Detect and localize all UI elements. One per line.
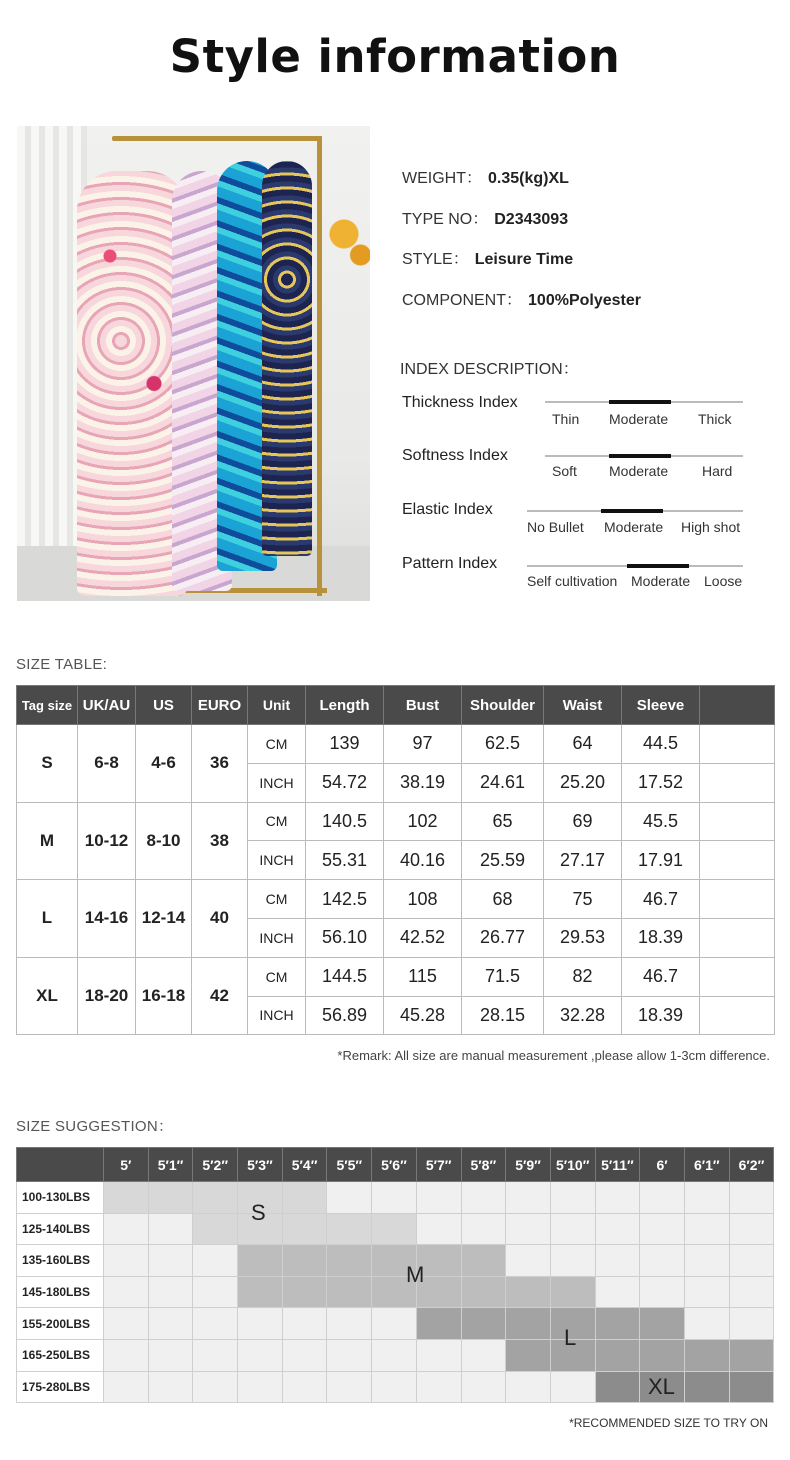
sleeve-cell: 44.5 (622, 725, 700, 764)
suggestion-cell (148, 1245, 193, 1277)
suggestion-cell (640, 1245, 685, 1277)
col-blank (700, 686, 775, 725)
sleeve-cell: 17.52 (622, 763, 700, 802)
suggestion-cell (372, 1182, 417, 1214)
elastic-index-name: Elastic Index (402, 501, 493, 518)
suggestion-cell (416, 1213, 461, 1245)
col-sleeve: Sleeve (622, 686, 700, 725)
thickness-left: Thin (552, 411, 580, 427)
shoulder-cell: 28.15 (462, 996, 544, 1035)
suggestion-cell (327, 1276, 372, 1308)
suggestion-cell (461, 1245, 506, 1277)
shoulder-cell: 25.59 (462, 841, 544, 880)
suggestion-cell (640, 1213, 685, 1245)
height-5-6: 5′6″ (372, 1148, 417, 1182)
length-cell: 139 (306, 725, 384, 764)
suggestion-cell (506, 1276, 551, 1308)
height-5-5: 5′5″ (327, 1148, 372, 1182)
softness-left: Soft (552, 463, 577, 479)
suggestion-cell (148, 1276, 193, 1308)
col-shoulder: Shoulder (462, 686, 544, 725)
length-cell: 55.31 (306, 841, 384, 880)
suggestion-cell (550, 1182, 595, 1214)
table-row (17, 725, 775, 764)
weight-row (17, 1182, 774, 1214)
suggestion-cell (327, 1339, 372, 1371)
height-5-1: 5′1″ (148, 1148, 193, 1182)
length-cell: 144.5 (306, 957, 384, 996)
suggestion-cell (327, 1308, 372, 1340)
corner-cell (17, 1148, 104, 1182)
suggestion-cell (684, 1339, 729, 1371)
suggestion-cell (461, 1308, 506, 1340)
weight-label: 155-200LBS (17, 1308, 104, 1340)
us-cell: 8-10 (136, 802, 192, 880)
waist-cell: 27.17 (544, 841, 622, 880)
suggestion-cell (550, 1276, 595, 1308)
height-5-2: 5′2″ (193, 1148, 238, 1182)
length-cell: 140.5 (306, 802, 384, 841)
height-5-0: 5′ (104, 1148, 149, 1182)
col-bust: Bust (384, 686, 462, 725)
suggestion-cell (148, 1371, 193, 1403)
suggestion-cell (506, 1371, 551, 1403)
suggestion-cell (327, 1213, 372, 1245)
weight-value: 0.35(kg)XL (488, 170, 569, 187)
tag-size-cell: XL (17, 957, 78, 1035)
suggestion-cell (193, 1213, 238, 1245)
suggestion-cell (282, 1339, 327, 1371)
weight-label: 135-160LBS (17, 1245, 104, 1277)
shoulder-cell: 71.5 (462, 957, 544, 996)
us-cell: 16-18 (136, 957, 192, 1035)
bust-cell: 40.16 (384, 841, 462, 880)
style-value: Leisure Time (474, 251, 574, 268)
product-photo (17, 126, 370, 601)
style-label: STYLE： (402, 251, 469, 268)
type-label: TYPE NO： (402, 211, 489, 228)
size-table-header (17, 686, 775, 725)
suggestion-cell (238, 1308, 283, 1340)
pattern-left: Self cultivation (527, 573, 618, 589)
elastic-marker (601, 509, 663, 513)
suggestion-cell (148, 1182, 193, 1214)
suggestion-cell (684, 1276, 729, 1308)
height-6-1: 6′1″ (684, 1148, 729, 1182)
suggestion-cell (461, 1371, 506, 1403)
suggestion-cell (104, 1308, 149, 1340)
euro-cell: 40 (192, 880, 248, 958)
unit-cell: CM (248, 725, 306, 764)
suggestion-cell (327, 1245, 372, 1277)
type-line (402, 206, 568, 229)
zone-s-label: S (251, 1200, 266, 1225)
recommend-note: *RECOMMENDED SIZE TO TRY ON (569, 1416, 768, 1430)
suggestion-cell (729, 1339, 774, 1371)
waist-cell: 64 (544, 725, 622, 764)
weight-row (17, 1245, 774, 1277)
type-value: D2343093 (494, 211, 569, 228)
sleeve-cell: 46.7 (622, 880, 700, 919)
suggestion-cell (416, 1339, 461, 1371)
size-remark: *Remark: All size are manual measurement ,please allow 1-3cm difference. (337, 1048, 770, 1063)
height-header-row (17, 1148, 774, 1182)
style-line (402, 246, 573, 269)
suggestion-cell (282, 1245, 327, 1277)
bust-cell: 108 (384, 880, 462, 919)
weight-label: 100-130LBS (17, 1182, 104, 1214)
unit-cell: INCH (248, 763, 306, 802)
suggestion-cell (238, 1276, 283, 1308)
blank-cell (700, 918, 775, 957)
suggestion-cell (550, 1371, 595, 1403)
suggestion-cell (729, 1276, 774, 1308)
thickness-marker (609, 400, 671, 404)
waist-cell: 75 (544, 880, 622, 919)
suggestion-cell (104, 1276, 149, 1308)
bust-cell: 38.19 (384, 763, 462, 802)
length-cell: 56.10 (306, 918, 384, 957)
euro-cell: 42 (192, 957, 248, 1035)
suggestion-cell (104, 1182, 149, 1214)
suggestion-cell (550, 1245, 595, 1277)
softness-mid: Moderate (609, 463, 669, 479)
weight-row (17, 1339, 774, 1371)
suggestion-cell (238, 1339, 283, 1371)
suggestion-cell (104, 1339, 149, 1371)
suggestion-cell (416, 1182, 461, 1214)
component-line (402, 287, 641, 310)
height-5-8: 5′8″ (461, 1148, 506, 1182)
suggestion-cell (193, 1371, 238, 1403)
length-cell: 56.89 (306, 996, 384, 1035)
height-5-7: 5′7″ (416, 1148, 461, 1182)
table-row (17, 802, 775, 841)
suggestion-cell (104, 1245, 149, 1277)
height-5-10: 5′10″ (550, 1148, 595, 1182)
col-us: US (136, 686, 192, 725)
suggestion-cell (416, 1308, 461, 1340)
suggestion-cell (148, 1308, 193, 1340)
suggestion-cell (729, 1308, 774, 1340)
suggestion-cell (595, 1182, 640, 1214)
waist-cell: 69 (544, 802, 622, 841)
suggestion-cell (461, 1339, 506, 1371)
uk-cell: 14-16 (78, 880, 136, 958)
unit-cell: CM (248, 802, 306, 841)
col-length: Length (306, 686, 384, 725)
component-value: 100%Polyester (528, 292, 641, 309)
unit-cell: INCH (248, 841, 306, 880)
suggestion-cell (729, 1245, 774, 1277)
us-cell: 12-14 (136, 880, 192, 958)
suggestion-cell (595, 1308, 640, 1340)
suggestion-cell (640, 1182, 685, 1214)
softness-index-name: Softness Index (402, 447, 508, 464)
height-5-4: 5′4″ (282, 1148, 327, 1182)
shoulder-cell: 65 (462, 802, 544, 841)
zone-xl-label: XL (648, 1374, 675, 1399)
bust-cell: 45.28 (384, 996, 462, 1035)
suggestion-cell (193, 1339, 238, 1371)
suggestion-cell (372, 1371, 417, 1403)
col-euro: EURO (192, 686, 248, 725)
table-row (17, 880, 775, 919)
suggestion-cell (640, 1308, 685, 1340)
blank-cell (700, 880, 775, 919)
waist-cell: 32.28 (544, 996, 622, 1035)
bust-cell: 42.52 (384, 918, 462, 957)
waist-cell: 25.20 (544, 763, 622, 802)
unit-cell: CM (248, 880, 306, 919)
blank-cell (700, 763, 775, 802)
pattern-marker (627, 564, 689, 568)
size-table-label: SIZE TABLE: (16, 656, 108, 673)
tag-size-cell: S (17, 725, 78, 803)
shoulder-cell: 62.5 (462, 725, 544, 764)
pattern-index-name: Pattern Index (402, 555, 498, 572)
euro-cell: 38 (192, 802, 248, 880)
suggestion-cell (461, 1276, 506, 1308)
blank-cell (700, 841, 775, 880)
elastic-right: High shot (681, 519, 741, 535)
uk-cell: 6-8 (78, 725, 136, 803)
size-table (16, 685, 775, 1035)
suggestion-cell (640, 1339, 685, 1371)
index-heading: INDEX DESCRIPTION： (400, 361, 579, 378)
height-5-9: 5′9″ (506, 1148, 551, 1182)
weight-line (402, 165, 569, 188)
bust-cell: 97 (384, 725, 462, 764)
shoulder-cell: 68 (462, 880, 544, 919)
thickness-index-name: Thickness Index (402, 394, 518, 411)
waist-cell: 29.53 (544, 918, 622, 957)
unit-cell: INCH (248, 996, 306, 1035)
us-cell: 4-6 (136, 725, 192, 803)
weight-label: WEIGHT： (402, 170, 482, 187)
suggestion-cell (193, 1276, 238, 1308)
waist-cell: 82 (544, 957, 622, 996)
sleeve-cell: 46.7 (622, 957, 700, 996)
suggestion-cell (729, 1371, 774, 1403)
height-5-11: 5′11″ (595, 1148, 640, 1182)
softness-marker (609, 454, 671, 458)
blank-cell (700, 957, 775, 996)
suggestion-cell (595, 1371, 640, 1403)
length-cell: 142.5 (306, 880, 384, 919)
suggestion-cell (372, 1213, 417, 1245)
suggestion-cell (595, 1339, 640, 1371)
euro-cell: 36 (192, 725, 248, 803)
suggestion-cell (193, 1245, 238, 1277)
sleeve-cell: 18.39 (622, 918, 700, 957)
suggestion-cell (372, 1339, 417, 1371)
suggestion-cell (104, 1371, 149, 1403)
suggestion-cell (282, 1213, 327, 1245)
suggestion-cell (238, 1371, 283, 1403)
unit-cell: INCH (248, 918, 306, 957)
thickness-mid: Moderate (609, 411, 669, 427)
blank-cell (700, 996, 775, 1035)
suggestion-cell (104, 1213, 149, 1245)
suggestion-cell (461, 1213, 506, 1245)
suggestion-cell (282, 1276, 327, 1308)
tag-size-cell: M (17, 802, 78, 880)
suggestion-cell (193, 1182, 238, 1214)
zone-m-label: M (406, 1262, 425, 1287)
suggestion-cell (550, 1213, 595, 1245)
suggestion-cell (684, 1371, 729, 1403)
zone-l-label: L (564, 1325, 577, 1350)
weight-row (17, 1276, 774, 1308)
suggestion-cell (506, 1213, 551, 1245)
suggestion-cell (372, 1308, 417, 1340)
suggestion-cell (282, 1182, 327, 1214)
suggestion-cell (684, 1308, 729, 1340)
suggestion-cell (238, 1245, 283, 1277)
col-uk-au: UK/AU (78, 686, 136, 725)
tag-size-cell: L (17, 880, 78, 958)
suggestion-cell (729, 1182, 774, 1214)
suggestion-cell (595, 1276, 640, 1308)
unit-cell: CM (248, 957, 306, 996)
pattern-mid: Moderate (631, 573, 691, 589)
length-cell: 54.72 (306, 763, 384, 802)
weight-label: 125-140LBS (17, 1213, 104, 1245)
weight-label: 175-280LBS (17, 1371, 104, 1403)
shoulder-cell: 26.77 (462, 918, 544, 957)
suggestion-cell (416, 1371, 461, 1403)
suggestion-cell (684, 1245, 729, 1277)
col-unit: Unit (248, 686, 306, 725)
uk-cell: 18-20 (78, 957, 136, 1035)
height-6-2: 6′2″ (729, 1148, 774, 1182)
elastic-left: No Bullet (527, 519, 584, 535)
suggestion-cell (282, 1371, 327, 1403)
suggestion-cell (327, 1371, 372, 1403)
suggestion-cell (506, 1182, 551, 1214)
suggestion-cell (595, 1245, 640, 1277)
blank-cell (700, 725, 775, 764)
suggestion-cell (640, 1276, 685, 1308)
suggestion-cell (729, 1213, 774, 1245)
weight-label: 165-250LBS (17, 1339, 104, 1371)
suggestion-cell (684, 1182, 729, 1214)
suggestion-cell (148, 1339, 193, 1371)
suggestion-cell (327, 1182, 372, 1214)
suggestion-cell (461, 1182, 506, 1214)
suggestion-cell (506, 1339, 551, 1371)
col-waist: Waist (544, 686, 622, 725)
component-label: COMPONENT： (402, 292, 523, 309)
blank-cell (700, 802, 775, 841)
suggestion-cell (193, 1308, 238, 1340)
sleeve-cell: 18.39 (622, 996, 700, 1035)
uk-cell: 10-12 (78, 802, 136, 880)
suggestion-cell (506, 1308, 551, 1340)
pattern-right: Loose (704, 573, 743, 589)
height-6-0: 6′ (640, 1148, 685, 1182)
thickness-right: Thick (698, 411, 732, 427)
softness-right: Hard (702, 463, 733, 479)
shoulder-cell: 24.61 (462, 763, 544, 802)
elastic-mid: Moderate (604, 519, 664, 535)
size-suggestion-grid (16, 1147, 774, 1403)
suggestion-cell (506, 1245, 551, 1277)
weight-row (17, 1308, 774, 1340)
height-5-3: 5′3″ (238, 1148, 283, 1182)
size-suggestion-label: SIZE SUGGESTION： (16, 1118, 174, 1135)
sleeve-cell: 45.5 (622, 802, 700, 841)
weight-row (17, 1213, 774, 1245)
suggestion-cell (595, 1213, 640, 1245)
table-row (17, 957, 775, 996)
weight-label: 145-180LBS (17, 1276, 104, 1308)
sleeve-cell: 17.91 (622, 841, 700, 880)
suggestion-cell (148, 1213, 193, 1245)
col-tag-size: Tag size (17, 686, 78, 725)
page-title: Style information (169, 30, 621, 83)
bust-cell: 102 (384, 802, 462, 841)
suggestion-cell (282, 1308, 327, 1340)
suggestion-cell (684, 1213, 729, 1245)
bust-cell: 115 (384, 957, 462, 996)
